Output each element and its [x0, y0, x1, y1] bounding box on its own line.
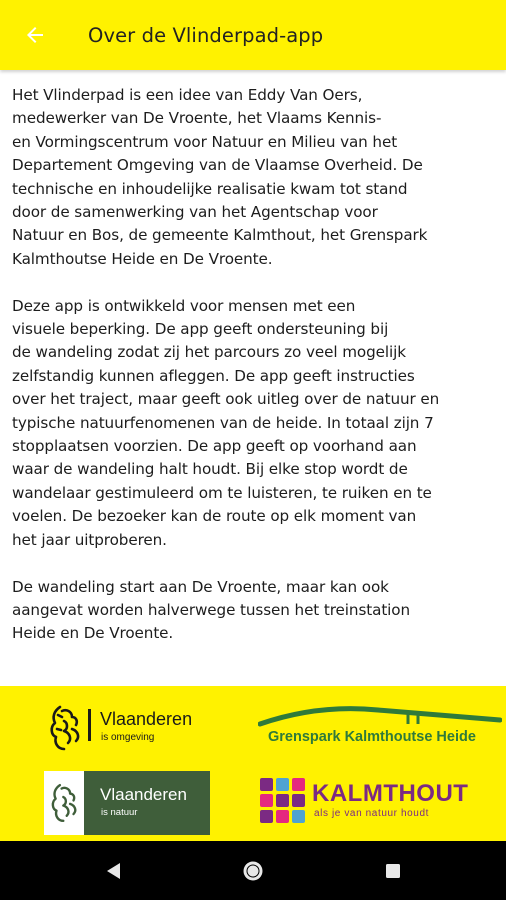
back-button[interactable]	[0, 0, 70, 70]
text-line: over het traject, maar geeft ook uitleg over de natuur en	[12, 390, 440, 409]
text-line: De wandeling start aan De Vroente, maar kan ook	[12, 577, 389, 596]
nav-back-icon	[104, 861, 122, 881]
text-line: door de samenwerking van het Agentschap voor	[12, 203, 378, 222]
landscape-arc-icon	[258, 702, 502, 728]
text-line: waar de wandeling halt houdt. Bij elke stop wordt de	[12, 460, 408, 479]
logo-kalmthout-tagline: als je van natuur houdt	[314, 808, 429, 819]
paragraph-intro	[12, 84, 496, 271]
nav-recents-button[interactable]	[323, 841, 463, 900]
colored-squares-icon	[260, 778, 308, 826]
logo-vlaanderen-tagline: is natuur	[101, 807, 138, 818]
text-line: het jaar uitproberen.	[12, 530, 167, 549]
text-line: Deze app is ontwikkeld voor mensen met een	[12, 296, 356, 315]
text-line: de wandeling zodat zij het parcours zo veel mogelijk	[12, 343, 406, 362]
nav-home-icon	[241, 859, 265, 883]
text-line: stopplaatsen voorzien. De app geeft op voorhand aan	[12, 437, 417, 456]
nav-back-button[interactable]	[43, 841, 183, 900]
system-navigation-bar	[0, 841, 506, 900]
logo-kalmthout-name: KALMTHOUT	[312, 780, 469, 807]
logo-vlaanderen-natuur	[44, 771, 210, 835]
page-title: Over de Vlinderpad-app	[88, 23, 324, 47]
text-line: wandelaar gestimuleerd om te luisteren, te ruiken en te	[12, 483, 432, 502]
text-line: medewerker van De Vroente, het Vlaams Kennis-	[12, 109, 382, 128]
flemish-lion-icon	[46, 703, 86, 753]
text-line: Departement Omgeving van de Vlaamse Overheid. De	[12, 156, 423, 175]
nav-recents-icon	[384, 862, 402, 880]
text-line: Heide en De Vroente.	[12, 624, 174, 643]
text-line: Het Vlinderpad is een idee van Eddy Van Oers,	[12, 86, 363, 104]
text-line: visuele beperking. De app geeft ondersteuning bij	[12, 320, 389, 339]
logo-divider	[88, 709, 91, 741]
text-line: voelen. De bezoeker kan de route op elk moment van	[12, 507, 417, 526]
about-content	[0, 70, 506, 686]
logo-grenspark-name: Grenspark Kalmthoutse Heide	[268, 729, 476, 745]
app-bar	[0, 0, 506, 70]
text-line: Natuur en Bos, de gemeente Kalmthout, het Grenspark	[12, 226, 428, 245]
logo-vlaanderen-tagline: is omgeving	[101, 732, 155, 743]
paragraph-start-location	[12, 576, 496, 646]
logo-kalmthout	[258, 778, 504, 830]
nav-home-button[interactable]	[183, 841, 323, 900]
logo-vlaanderen-name: Vlaanderen	[100, 785, 187, 804]
text-line: typische natuurfenomenen van de heide. In totaal zijn 7	[12, 413, 434, 432]
logo-green-panel	[84, 771, 210, 835]
partner-logos	[0, 686, 506, 841]
flemish-lion-icon	[48, 781, 82, 825]
logo-vlaanderen-omgeving	[46, 703, 216, 755]
text-line: aangevat worden halverwege tussen het treinstation	[12, 600, 411, 619]
text-line: Kalmthoutse Heide en De Vroente.	[12, 249, 273, 268]
logo-grenspark	[258, 702, 502, 750]
logo-vlaanderen-name: Vlaanderen	[100, 709, 193, 729]
text-line: zelfstandig kunnen afleggen. De app geeft instructies	[12, 366, 415, 385]
paragraph-app-description	[12, 295, 496, 552]
arrow-left-icon	[23, 23, 47, 47]
text-line: technische en inhoudelijke realisatie kwam tot stand	[12, 179, 408, 198]
text-line: en Vormingscentrum voor Natuur en Milieu van het	[12, 132, 398, 151]
